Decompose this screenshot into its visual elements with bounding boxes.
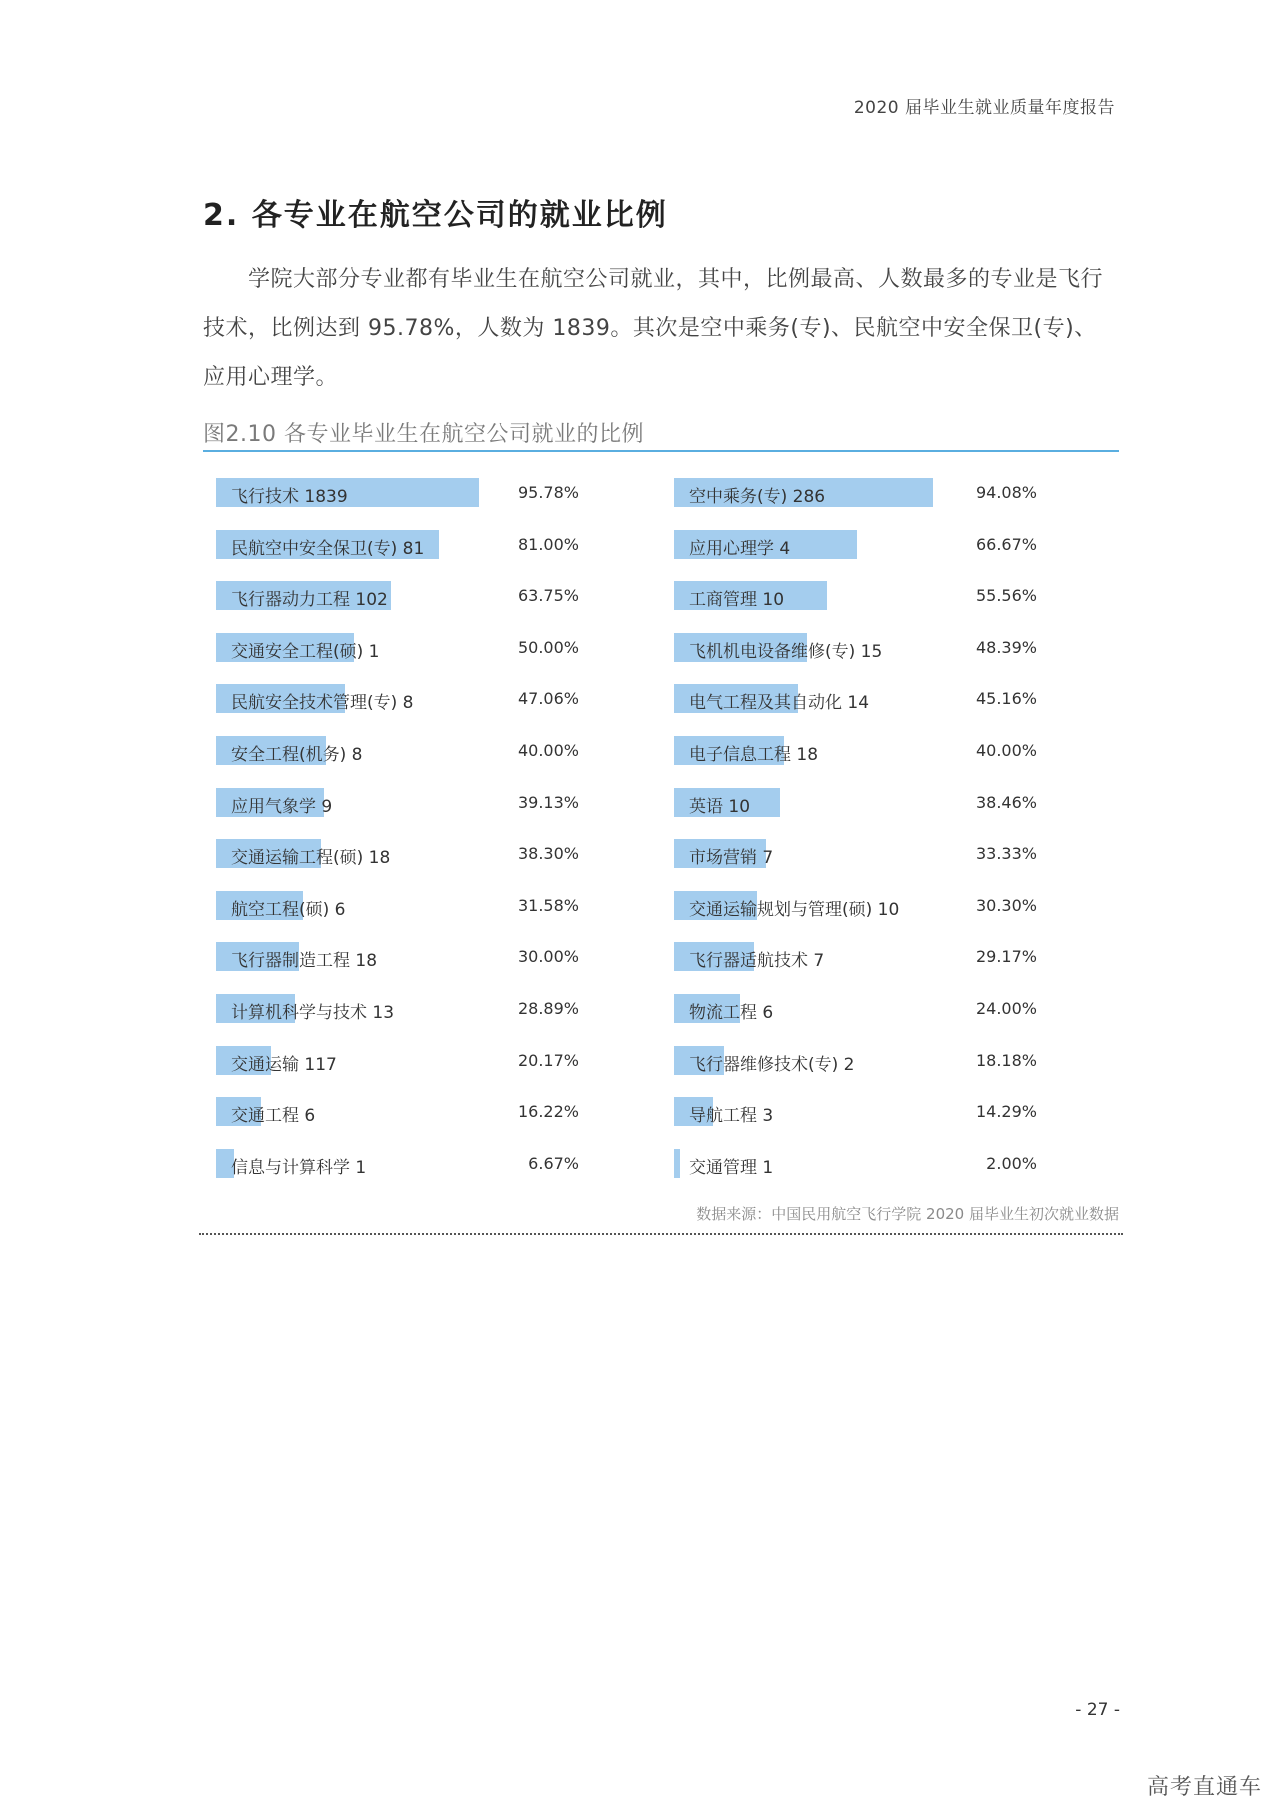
- bar-percentage: 45.16%: [975, 689, 1037, 709]
- chart-row: [216, 1038, 616, 1090]
- bar-label: 民航空中安全保卫(专) 81: [231, 538, 425, 559]
- chart-row: [216, 625, 616, 677]
- bar-percentage: 14.29%: [975, 1102, 1037, 1122]
- chart-row: [216, 470, 616, 522]
- bar-label: 信息与计算科学 1: [231, 1157, 367, 1178]
- chart-row: [216, 728, 616, 780]
- bar-label: 飞行器适航技术 7: [689, 951, 825, 972]
- bar-percentage: 47.06%: [517, 689, 579, 709]
- bar-label: 交通运输规划与管理(硕) 10: [689, 899, 900, 920]
- bar-label: 飞行器维修技术(专) 2: [689, 1054, 855, 1075]
- bar-percentage: 33.33%: [975, 844, 1037, 864]
- chart-row: [674, 625, 1074, 677]
- bar-percentage: 81.00%: [517, 534, 579, 554]
- bar-label: 航空工程(硕) 6: [231, 899, 346, 920]
- bar-label: 工商管理 10: [689, 590, 785, 611]
- figure-title: 图2.10 各专业毕业生在航空公司就业的比例: [203, 422, 644, 447]
- chart-row: [216, 522, 616, 574]
- bar-label: 应用气象学 9: [231, 796, 333, 817]
- bar-percentage: 20.17%: [517, 1050, 579, 1070]
- bar-percentage: 18.18%: [975, 1050, 1037, 1070]
- running-header: 2020 届毕业生就业质量年度报告: [853, 98, 1115, 118]
- chart-row: [216, 1141, 616, 1193]
- bar-percentage: 50.00%: [517, 637, 579, 657]
- chart-row: [216, 676, 616, 728]
- chart-row: [674, 573, 1074, 625]
- bar-label: 电子信息工程 18: [689, 744, 819, 765]
- chart-row: [674, 934, 1074, 986]
- chart-bar: [674, 1149, 680, 1178]
- bar-label: 飞机机电设备维修(专) 15: [689, 641, 883, 662]
- chart-row: [216, 1089, 616, 1141]
- bar-percentage: 16.22%: [517, 1102, 579, 1122]
- bar-label: 英语 10: [689, 796, 751, 817]
- bar-label: 飞行技术 1839: [231, 487, 348, 507]
- chart-row: [216, 780, 616, 832]
- bar-label: 飞行器制造工程 18: [231, 951, 378, 972]
- bar-percentage: 29.17%: [975, 947, 1037, 967]
- bar-label: 交通安全工程(硕) 1: [231, 641, 380, 662]
- chart-row: [674, 1038, 1074, 1090]
- figure-source: 数据来源：中国民用航空飞行学院 2020 届毕业生初次就业数据: [696, 1205, 1119, 1223]
- bar-percentage: 39.13%: [517, 792, 579, 812]
- chart-row: [216, 934, 616, 986]
- bar-percentage: 30.30%: [975, 895, 1037, 915]
- chart-row: [674, 883, 1074, 935]
- bar-label: 交通运输 117: [231, 1054, 337, 1075]
- chart-row: [674, 470, 1074, 522]
- bar-percentage: 24.00%: [975, 998, 1037, 1018]
- bar-percentage: 95.78%: [517, 483, 579, 502]
- bar-percentage: 31.58%: [517, 895, 579, 915]
- chart-row: [674, 831, 1074, 883]
- bar-label: 应用心理学 4: [689, 538, 791, 559]
- bar-percentage: 63.75%: [517, 586, 579, 606]
- bar-label: 电气工程及其自动化 14: [689, 693, 870, 714]
- chart-row: [674, 522, 1074, 574]
- bar-label: 交通工程 6: [231, 1106, 316, 1127]
- bar-label: 导航工程 3: [689, 1106, 774, 1127]
- chart-row: [674, 986, 1074, 1038]
- bar-label: 安全工程(机务) 8: [231, 744, 363, 765]
- dotted-divider: [199, 1233, 1123, 1235]
- chart-row: [216, 573, 616, 625]
- chart-row: [674, 1089, 1074, 1141]
- chart-row: [216, 831, 616, 883]
- bar-percentage: 66.67%: [975, 534, 1037, 554]
- body-paragraph: 学院大部分专业都有毕业生在航空公司就业，其中，比例最高、人数最多的专业是飞行技术，比例达到 95.78%，人数为 1839。其次是空中乘务(专)、民航空中安全保卫(专)、应用心理学。: [203, 267, 1104, 390]
- figure-title-rule: [203, 450, 1119, 452]
- chart-column-right: [674, 470, 1074, 1192]
- chart-row: [674, 728, 1074, 780]
- bar-label: 民航安全技术管理(专) 8: [231, 693, 414, 714]
- chart-row: [674, 780, 1074, 832]
- bar-label: 物流工程 6: [689, 1002, 774, 1023]
- section-title: 2. 各专业在航空公司的就业比例: [203, 198, 668, 233]
- chart-row: [216, 883, 616, 935]
- watermark: 高考直通车: [1146, 1775, 1262, 1800]
- bar-percentage: 2.00%: [986, 1153, 1037, 1173]
- chart-row: [216, 986, 616, 1038]
- bar-percentage: 30.00%: [517, 947, 579, 967]
- bar-percentage: 38.30%: [517, 844, 579, 864]
- bar-percentage: 55.56%: [975, 586, 1037, 606]
- bar-percentage: 40.00%: [517, 740, 579, 760]
- bar-percentage: 94.08%: [975, 483, 1037, 502]
- bar-percentage: 28.89%: [517, 998, 579, 1018]
- bar-label: 飞行器动力工程 102: [231, 590, 388, 611]
- chart-column-left: [216, 470, 616, 1192]
- chart-row: [674, 676, 1074, 728]
- bar-label: 交通管理 1: [689, 1157, 774, 1178]
- bar-label: 计算机科学与技术 13: [231, 1002, 395, 1023]
- bar-percentage: 38.46%: [975, 792, 1037, 812]
- page-number: - 27 -: [1075, 1700, 1120, 1720]
- bar-label: 空中乘务(专) 286: [689, 487, 826, 507]
- bar-label: 市场营销 7: [689, 848, 774, 869]
- bar-label: 交通运输工程(硕) 18: [231, 848, 391, 869]
- bar-percentage: 48.39%: [975, 637, 1037, 657]
- bar-percentage: 40.00%: [975, 740, 1037, 760]
- bar-percentage: 6.67%: [528, 1153, 579, 1173]
- chart-row: [674, 1141, 1074, 1193]
